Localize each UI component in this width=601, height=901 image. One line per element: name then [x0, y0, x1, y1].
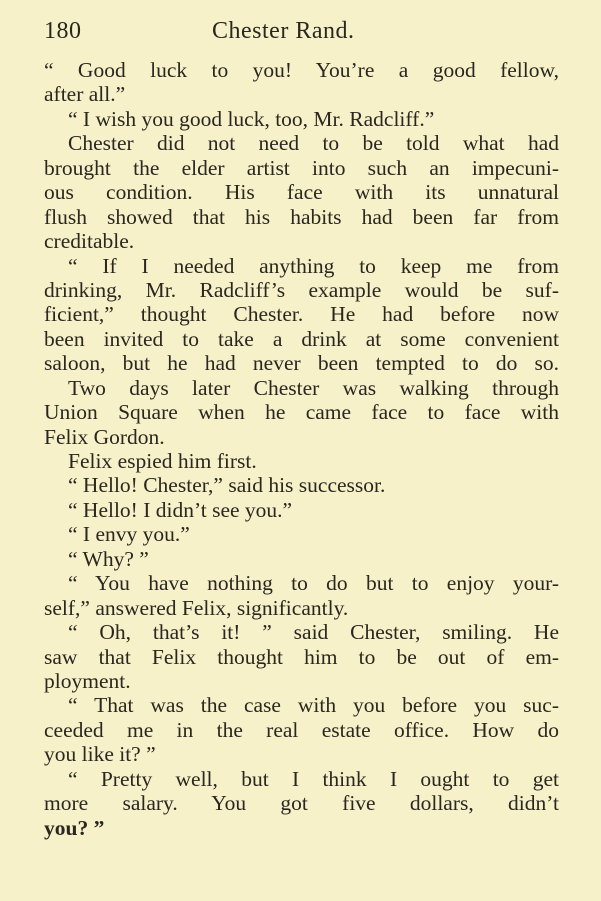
- text-line: “ You have nothing to do but to enjoy your-: [68, 571, 559, 596]
- text-line: brought the elder artist into such an impecuni-: [44, 155, 559, 180]
- page-header: [44, 18, 564, 54]
- text-line: saw that Felix thought him to be out of em-: [44, 644, 559, 669]
- text-line: “ Oh, that’s it! ” said Chester, smiling. He: [68, 620, 559, 645]
- text-line: drinking, Mr. Radcliff’s example would be suf-: [44, 277, 559, 302]
- text-line: you like it? ”: [44, 742, 156, 767]
- text-line: “ Hello! I didn’t see you.”: [68, 497, 293, 522]
- page-number: 180: [44, 18, 82, 44]
- text-line: been invited to take a drink at some convenient: [44, 326, 559, 351]
- text-line: saloon, but he had never been tempted to do so.: [44, 351, 559, 376]
- text-line: ous condition. His face with its unnatural: [44, 180, 559, 205]
- text-line: ficient,” thought Chester. He had before now: [44, 302, 559, 327]
- text-line: ceeded me in the real estate office. How do: [44, 717, 559, 742]
- text-line: flush showed that his habits had been far from: [44, 204, 559, 229]
- text-line: Felix espied him first.: [68, 449, 257, 473]
- text-line: you? ”: [44, 815, 105, 840]
- running-title: Chester Rand.: [212, 18, 355, 44]
- text-line: “ I wish you good luck, too, Mr. Radcliff.”: [68, 106, 435, 131]
- text-line: Union Square when he came face to face with: [44, 400, 559, 425]
- text-line: “ Why? ”: [68, 546, 149, 571]
- text-line: “ Good luck to you! You’re a good fellow,: [44, 58, 559, 82]
- text-line: after all.”: [44, 82, 126, 107]
- text-line: Two days later Chester was walking through: [68, 375, 559, 400]
- text-line: “ That was the case with you before you suc-: [68, 693, 559, 718]
- text-line: more salary. You got five dollars, didn’t: [44, 791, 559, 816]
- text-line: Felix Gordon.: [44, 424, 165, 449]
- text-line: “ Pretty well, but I think I ought to get: [68, 766, 559, 791]
- text-line: “ I envy you.”: [68, 522, 190, 547]
- text-line: self,” answered Felix, significantly.: [44, 595, 349, 620]
- body-text: [44, 58, 559, 840]
- text-line: “ If I needed anything to keep me from: [68, 253, 559, 278]
- text-line: creditable.: [44, 229, 135, 254]
- text-line: Chester did not need to be told what had: [68, 131, 559, 156]
- text-line: “ Hello! Chester,” said his successor.: [68, 473, 386, 498]
- text-line: ployment.: [44, 668, 131, 693]
